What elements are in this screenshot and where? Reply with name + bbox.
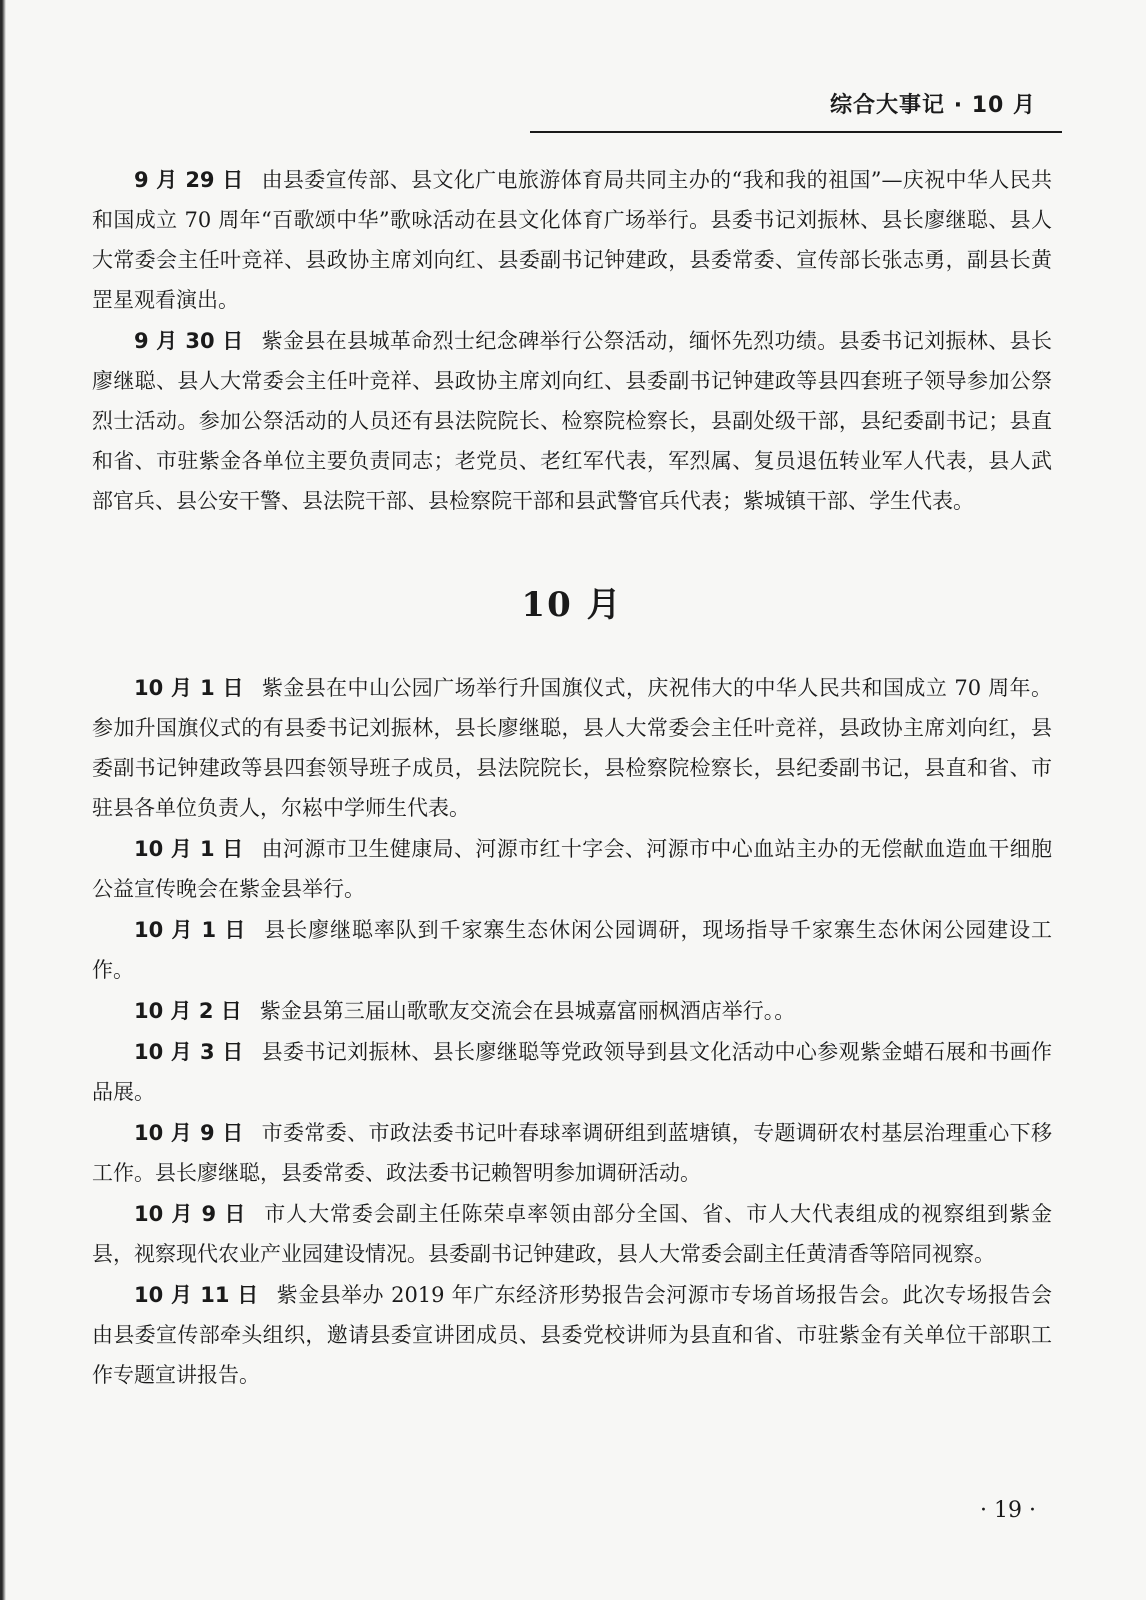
entry-text: 紫金县第三届山歌歌友交流会在县城嘉富丽枫酒店举行。。 <box>259 999 796 1023</box>
entry-text: 由县委宣传部、县文化广电旅游体育局共同主办的“我和我的祖国”—庆祝中华人民共和国成立 70 周年“百歌颂中华”歌咏活动在县文化体育广场举行。县委书记刘振林、县长廖继聪、县人大常委会主任叶竞祥、县政协主席刘向红、县委副书记钟建政，县委常委、宣传部长张志勇，副县长黄罡星观看演出。 <box>92 168 1052 312</box>
chronicle-entry <box>92 910 1052 990</box>
chronicle-entry <box>92 1194 1052 1274</box>
entries-september <box>92 160 1052 521</box>
entry-date: 10 月 9 日 <box>134 1121 244 1145</box>
entry-text: 由河源市卫生健康局、河源市红十字会、河源市中心血站主办的无偿献血造血干细胞公益宣传晚会在紫金县举行。 <box>92 837 1052 901</box>
entry-date: 10 月 1 日 <box>134 676 244 700</box>
chronicle-entry <box>92 829 1052 909</box>
chronicle-entry <box>92 1275 1052 1395</box>
entry-text: 市委常委、市政法委书记叶春球率调研组到蓝塘镇，专题调研农村基层治理重心下移工作。县长廖继聪，县委常委、政法委书记赖智明参加调研活动。 <box>92 1121 1052 1185</box>
chronicle-entry <box>92 160 1052 320</box>
entry-date: 10 月 1 日 <box>134 837 244 861</box>
scan-edge <box>0 0 6 1600</box>
entry-text: 县委书记刘振林、县长廖继聪等党政领导到县文化活动中心参观紫金蜡石展和书画作品展。 <box>92 1040 1052 1104</box>
entry-text: 市人大常委会副主任陈荣卓率领由部分全国、省、市人大代表组成的视察组到紫金县，视察现代农业产业园建设情况。县委副书记钟建政，县人大常委会副主任黄清香等陪同视察。 <box>92 1202 1052 1266</box>
content <box>92 160 1052 1396</box>
entry-date: 10 月 11 日 <box>134 1283 259 1307</box>
running-header: 综合大事记 · 10 月 <box>830 93 1036 118</box>
header-rule <box>530 131 1062 133</box>
entry-date: 10 月 2 日 <box>134 999 242 1023</box>
chronicle-entry <box>92 321 1052 521</box>
entry-text: 县长廖继聪率队到千家寨生态休闲公园调研，现场指导千家寨生态休闲公园建设工作。 <box>92 918 1052 982</box>
entry-date: 9 月 30 日 <box>134 329 244 353</box>
page-number: · 19 · <box>980 1498 1036 1523</box>
chronicle-entry <box>92 991 1052 1031</box>
entry-date: 10 月 9 日 <box>134 1202 247 1226</box>
entry-date: 10 月 3 日 <box>134 1040 244 1064</box>
entries-october <box>92 668 1052 1395</box>
entry-text: 紫金县在县城革命烈士纪念碑举行公祭活动，缅怀先烈功绩。县委书记刘振林、县长廖继聪、县人大常委会主任叶竞祥、县政协主席刘向红、县委副书记钟建政等县四套班子领导参加公祭烈士活动。参加公祭活动的人员还有县法院院长、检察院检察长，县副处级干部，县纪委副书记；县直和省、市驻紫金各单位主要负责同志；老党员、老红军代表，军烈属、复员退伍转业军人代表，县人武部官兵、县公安干警、县法院干部、县检察院干部和县武警官兵代表；紫城镇干部、学生代表。 <box>92 329 1052 513</box>
entry-date: 9 月 29 日 <box>134 168 244 192</box>
entry-text: 紫金县举办 2019 年广东经济形势报告会河源市专场首场报告会。此次专场报告会由县委宣传部牵头组织，邀请县委宣讲团成员、县委党校讲师为县直和省、市驻紫金有关单位干部职工作专题宣讲报告。 <box>92 1283 1052 1387</box>
month-heading: 10 月 <box>521 585 623 625</box>
chronicle-entry <box>92 1032 1052 1112</box>
entry-text: 紫金县在中山公园广场举行升国旗仪式，庆祝伟大的中华人民共和国成立 70 周年。参加升国旗仪式的有县委书记刘振林，县长廖继聪，县人大常委会主任叶竞祥，县政协主席刘向红，县委副书记钟建政等县四套领导班子成员，县法院院长，县检察院检察长，县纪委副书记，县直和省、市驻县各单位负责人，尔崧中学师生代表。 <box>92 676 1052 820</box>
chronicle-entry <box>92 668 1052 828</box>
chronicle-entry <box>92 1113 1052 1193</box>
entry-date: 10 月 1 日 <box>134 918 247 942</box>
